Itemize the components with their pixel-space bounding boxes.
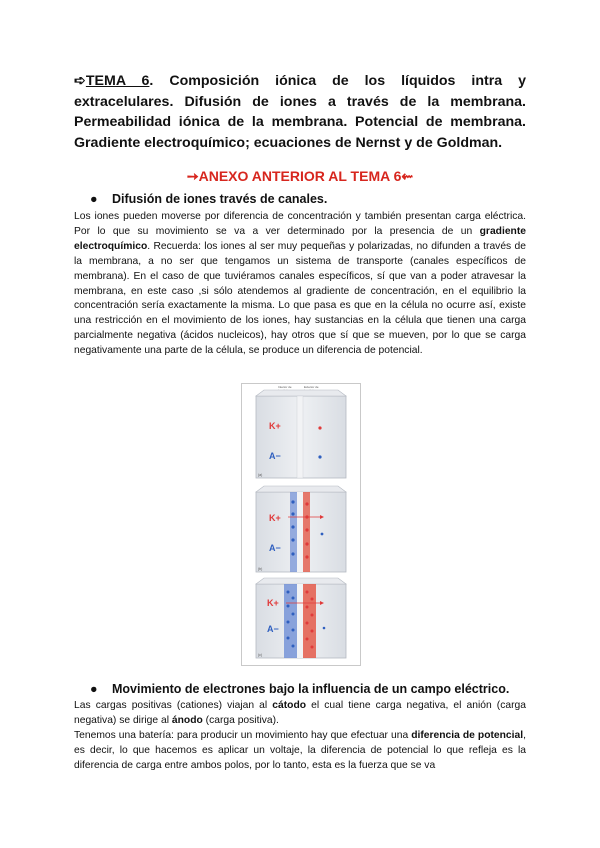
tema-label: TEMA 6 — [85, 73, 150, 89]
ion-diffusion-diagram — [242, 384, 360, 665]
k-ion-label: K+ — [269, 513, 281, 523]
section1-paragraph: Los iones pueden moverse por diferencia de concentración y también presentan carga eléctrica. Por lo que su movimiento se va a ver determinado por la presencia de un gradiente electroquímico. Recuerda: los iones al ser muy pequeñas y polarizadas, no difunden a través de la membrana, a no ser que tengamos un sistema de transporte (canales específicos de membrana). En el caso de que tuviéramos canales específicos, sí que van a poder atravesar la membrana, en este caso ,si sólo atendemos al gradiente de concentración, en el equilibrio la concentración sería exactamente la misma. Lo que pasa es que en la célula no ocurre así, existe una restricción en el movimiento de los iones, hay sustancias en la célula que tienen una carga parcialmente negativa (ácidos nucleicos), hay otros que sí que se mueven, por lo que se carga negativamente una parte de la célula, se produce un diferencia de potencial. — [74, 211, 526, 357]
header-left: Interior de — [278, 385, 292, 389]
ion-diffusion-figure — [241, 383, 361, 666]
annex-heading: ➙ANEXO ANTERIOR AL TEMA 6⇜ — [186, 168, 414, 184]
section1-heading-text: Difusión de iones través de canales. — [112, 192, 328, 206]
a-ion-label: A− — [269, 543, 281, 553]
section2-paragraph-2: Tenemos una batería: para producir un movimiento hay que efectuar una diferencia de potencial, es decir, lo que hacemos es aplicar un voltaje, la diferencia de potencial lo que refleja es la diferencia de carga entre ambos polos, por lo tanto, esta es la fuerza que se va — [74, 730, 526, 771]
gradient-term: gradiente electroquímico — [74, 225, 526, 252]
title-text: . Composición iónica de los líquidos intra y extracelulares. Difusión de iones a través de la membrana. Permeabilidad iónica de la membrana. Potencial de membrana. Gradiente electroquímico; ecuaciones de Nernst y de Goldman. — [74, 73, 527, 151]
k-ion-label: K+ — [267, 598, 279, 608]
anodo-term: ánodo — [171, 714, 203, 726]
arrow-icon: ➪ — [74, 73, 86, 89]
panel-tag: (b) — [258, 567, 263, 571]
page-title — [74, 71, 526, 153]
a-ion-label: A− — [267, 624, 279, 634]
header-right: Exterior de — [304, 385, 319, 389]
panel-tag: (c) — [258, 653, 263, 657]
catodo-term: cátodo — [272, 700, 307, 711]
a-ion-label: A− — [269, 451, 281, 461]
potential-term: diferencia de potencial — [411, 730, 524, 741]
section2-heading — [90, 682, 509, 696]
section2-heading-text: Movimiento de electrones bajo la influencia de un campo eléctrico. — [112, 682, 510, 696]
section2-paragraph-1: Las cargas positivas (cationes) viajan al cátodo el cual tiene carga negativa, el anión (carga negativa) se dirige al ánodo (carga positiva). — [74, 700, 526, 726]
section1-heading — [90, 192, 327, 206]
panel-a — [256, 390, 346, 478]
panel-tag: (a) — [258, 473, 263, 477]
panel-b — [256, 486, 346, 572]
k-ion-label: K+ — [269, 421, 281, 431]
panel-c — [256, 578, 346, 658]
bullet-icon: ● — [90, 192, 98, 206]
bullet-icon: ● — [90, 682, 98, 696]
